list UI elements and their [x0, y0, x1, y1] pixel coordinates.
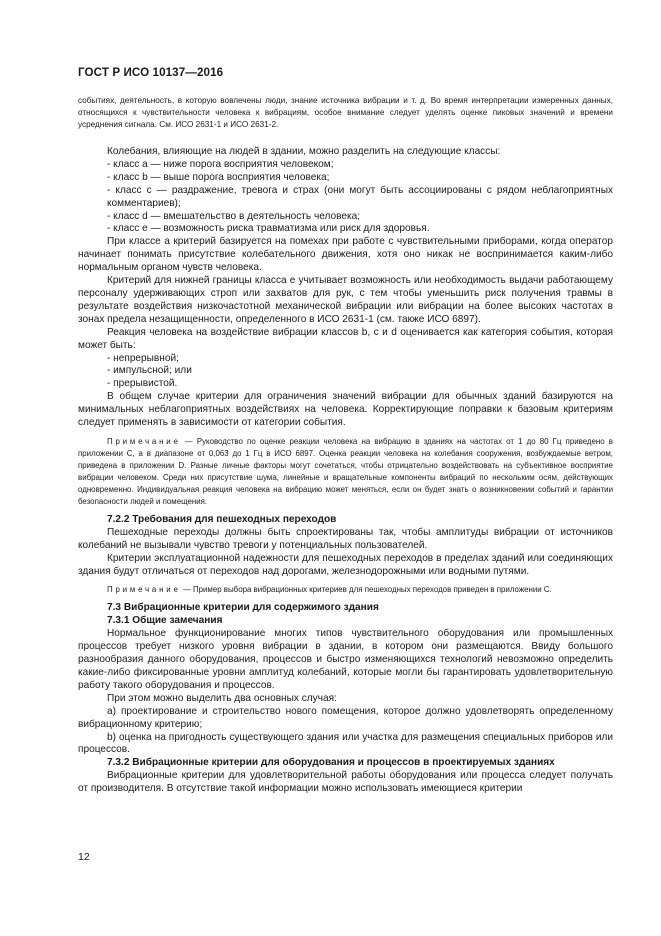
general-paragraph: В общем случае критерии для ограничения значений вибрации для обычных зданий базируются на минимальных неблагоприятных воздействиях на человека. Корректирующие поправки к базовым критериям следует применять в зависимости от категории события. — [78, 391, 613, 429]
class-item: - класс а — ниже порога восприятия человеком; — [107, 158, 334, 170]
note-2-text: — Пример выбора вибрационных критериев для пешеходных переходов приведен в приложении С. — [180, 585, 552, 595]
reaction-paragraph: Реакция человека на воздействие вибрации классов b, с и d оценивается как категория события, которая может быть: — [78, 326, 613, 351]
note-1-label: Примечание — [107, 436, 181, 446]
cases-intro: При этом можно выделить два основных случая: — [107, 692, 337, 704]
class-item: - класс b — выше порога восприятия человека; — [107, 171, 330, 183]
section-7-2-2-heading: 7.2.2 Требования для пешеходных переходов — [107, 513, 337, 525]
section-7-3-1-heading: 7.3.1 Общие замечания — [107, 615, 223, 627]
page-content — [78, 95, 613, 796]
classes-intro: Колебания, влияющие на людей в здании, можно разделить на следующие классы: — [107, 146, 501, 157]
section-7-3-2-heading: 7.3.2 Вибрационные критерии для оборудования и процессов в проектируемых зданиях — [107, 757, 555, 769]
note-1 — [78, 436, 613, 508]
class-item: - класс d — вмешательство в деятельность человека; — [107, 210, 361, 222]
event-type-item: - импульсной; или — [107, 365, 192, 377]
class-item: - класс е — возможность риска травматизма или риск для здоровья. — [107, 223, 430, 235]
event-type-item: - непрерывной; — [107, 352, 179, 364]
document-header: ГОСТ Р ИСО 10137—2016 — [78, 66, 224, 79]
note-1-text: — Руководство по оценке реакции человека на вибрацию в зданиях на частотах от 1 до 80 Гц приведено в приложении С, а в диапазоне от 0,063 до 1 Гц в ИСО 6897. Оценка реакции человека на колебания сооружения, возбуждаемые ветром, приведена в приложении D. Разные личные факторы могут сочетаться, чтобы отрицательно воздействовать на субъективное восприятие вибрации человеком. Среди них присутствие шума, линейные и вращательные компоненты вибраций по нескольким осям, действующих одновременно. Индивидуальная реакция человека на вибрацию может меняться, если он будет знать о возникновении событий и гарантии безопасности людей и помещения. — [78, 436, 613, 506]
equipment-paragraph: Нормальное функционирование многих типов чувствительного оборудования или промышленных процессов требует низкого уровня вибрации в здании, в котором они размещаются. Ввиду большого разнообразия данного оборудования, процессов и быстро изменяющихся технологий невозможно определить какие-либо фиксированные уровни амплитуд колебаний, которые могли бы гарантировать удовлетворительную работу такого оборудования и процессов. — [78, 628, 613, 691]
pedestrian-paragraph-2: Критерии эксплуатационной надежности для пешеходных переходов в пределах зданий или соединяющих здания будут отличаться от переходов над дорогами, железнодорожными или водными путями. — [78, 552, 613, 577]
note-2 — [78, 584, 613, 596]
pedestrian-paragraph-1: Пешеходные переходы должны быть спроектированы так, чтобы амплитуды вибрации от источников колебаний не вызывали чувство тревоги у потенциальных пользователей. — [78, 526, 613, 551]
case-item: а) проектирование и строительство нового помещения, которое должно удовлетворять определенному вибрационному критерию; — [78, 705, 613, 730]
note-2-label: Примечание — [107, 585, 181, 595]
case-item: b) оценка на пригодность существующего здания или участка для размещения специальных приборов или процессов. — [78, 731, 613, 756]
class-e-paragraph: Критерий для нижней границы класса е учитывает возможность или необходимость выдачи работающему персоналу удерживающих строп или захватов для рук, с тем чтобы уменьшить риск получения травмы в результате воздействия низкочастотной механической вибрации или вибрации на более высоких частотах в зонах предела незащищенности, определенного в ИСО 2631-1 (см. также ИСО 6897). — [78, 275, 613, 325]
page-number: 12 — [78, 851, 90, 863]
section-7-3-heading: 7.3 Вибрационные критерии для содержимого здания — [107, 602, 379, 614]
last-paragraph: Вибрационные критерии для удовлетворительной работы оборудования или процесса следует получать от производителя. В отсутствие такой информации можно использовать имеющиеся критерии — [78, 770, 613, 795]
event-type-item: - прерывистой. — [107, 378, 178, 390]
class-a-paragraph: При классе а критерий базируется на помехах при работе с чувствительными приборами, когда оператор начинает понимать присутствие колебательного движения, хотя оно никак не воспринимается каким-либо нормальным органом чувств человека. — [78, 236, 613, 274]
intro-paragraph: событиях, деятельность, в которую вовлечены люди, знание источника вибрации и т. д. Во время интерпретации измеренных данных, относящихся к чувствительности человека к вибрациям, особое внимание следует уделять оценке пиковых значений и времени усреднения сигнала. См. ИСО 2631-1 и ИСО 2631-2. — [78, 96, 613, 129]
class-item: - класс с — раздражение, тревога и страх (они могут быть ассоциированы с рядом неблагоприятных комментариев); — [107, 184, 613, 209]
